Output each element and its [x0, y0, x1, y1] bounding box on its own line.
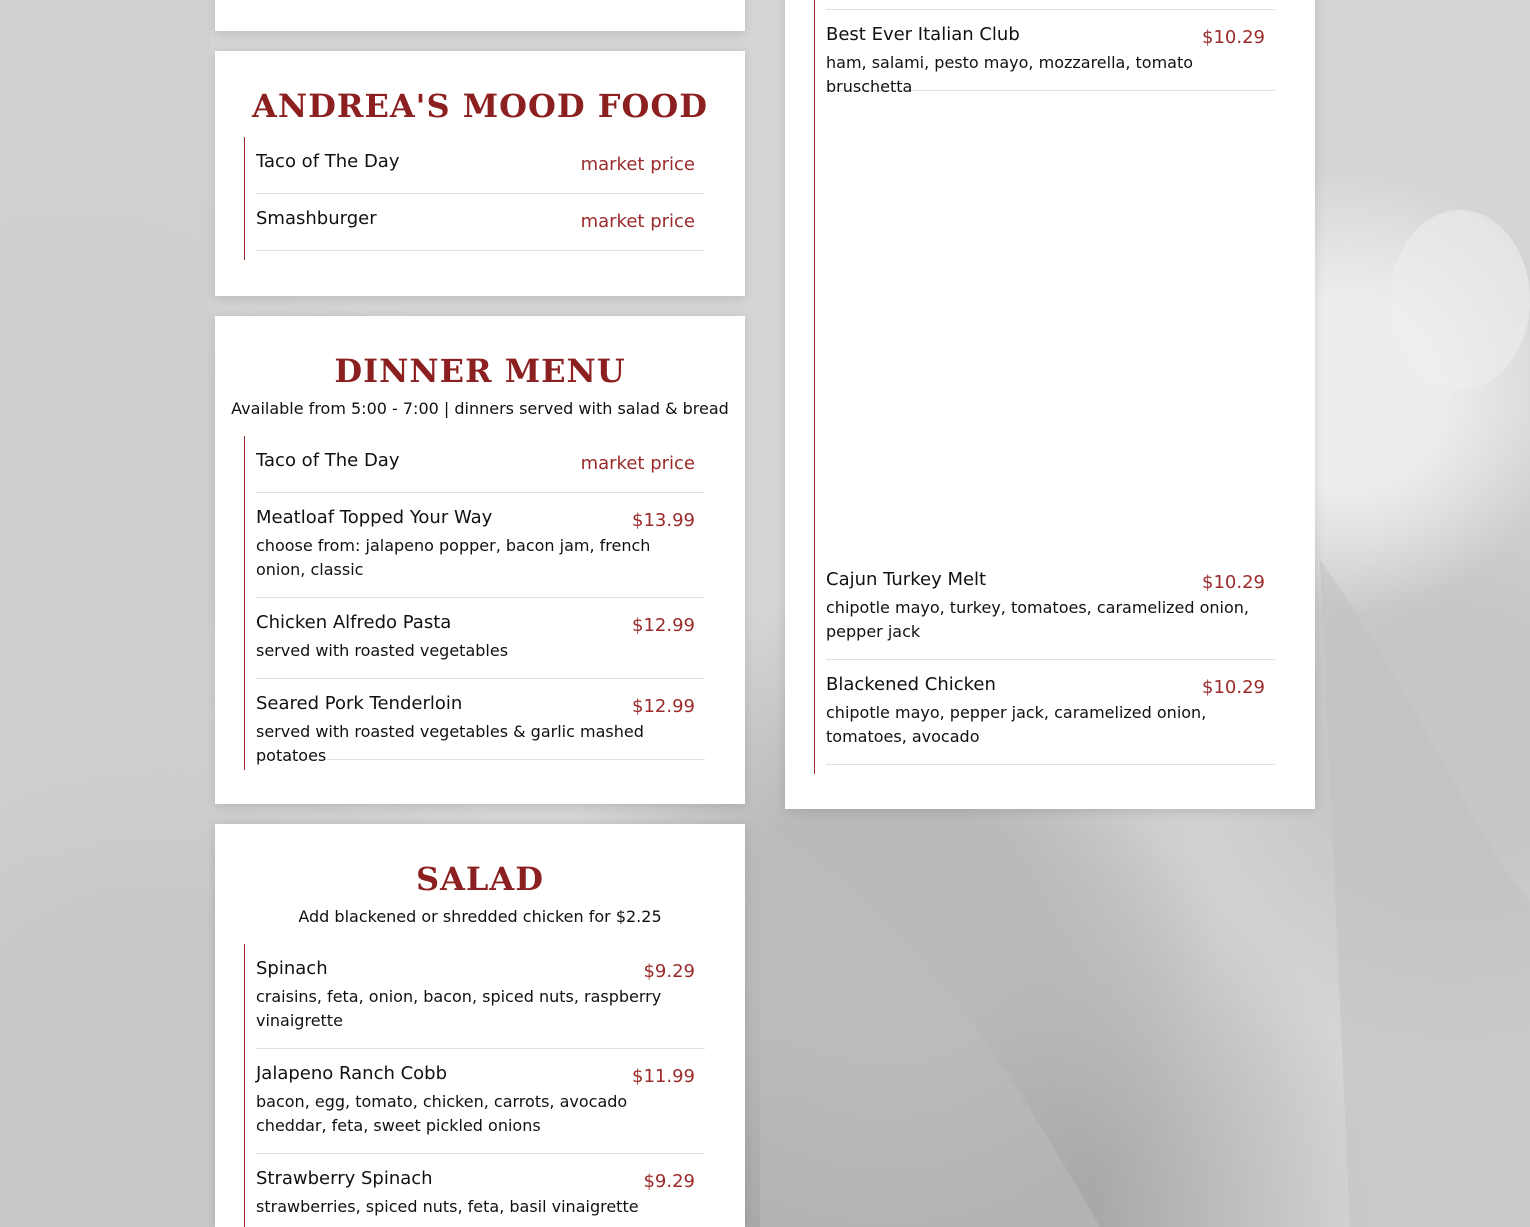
item-description: ham, salami, pesto mayo, mozzarella, tomato bruschetta: [826, 53, 1194, 96]
item-price: $10.29: [1202, 572, 1265, 593]
salad-subtitle: Add blackened or shredded chicken for $2.25: [298, 907, 662, 926]
dinner-menu-subtitle: Available from 5:00 - 7:00 | dinners served with salad & bread: [231, 399, 729, 418]
dinner-menu-card: [215, 316, 745, 804]
item-price: $11.99: [632, 1066, 695, 1087]
menu-item-spacer: [826, 91, 1275, 555]
menu-item: [256, 1049, 705, 1154]
item-price: $10.29: [1202, 27, 1265, 48]
item-name: Blackened Chicken: [826, 674, 996, 695]
item-price: market price: [580, 154, 695, 175]
item-name: Chicken Alfredo Pasta: [256, 612, 452, 633]
item-price: $10.29: [1202, 677, 1265, 698]
item-price: $12.99: [632, 615, 695, 636]
item-name: Strawberry Spinach: [256, 1168, 433, 1189]
item-name: Taco of The Day: [256, 151, 400, 172]
item-price: $9.29: [643, 961, 695, 982]
menu-item: [256, 598, 705, 679]
item-description: served with roasted vegetables & garlic mashed potatoes: [256, 722, 644, 765]
salad-card: [215, 824, 745, 1227]
menu-item: [826, 10, 1275, 96]
item-price: $12.99: [632, 696, 695, 717]
menu-item: [256, 194, 705, 251]
item-description: bacon, egg, tomato, chicken, carrots, avocado cheddar, feta, sweet pickled onions: [256, 1092, 628, 1135]
item-price: market price: [580, 211, 695, 232]
item-description: craisins, feta, onion, bacon, spiced nuts, raspberry vinaigrette: [256, 987, 662, 1030]
menu-item: [256, 679, 705, 765]
item-name: Jalapeno Ranch Cobb: [256, 1063, 448, 1084]
mood-food-list: [244, 137, 705, 260]
sandwich-card: [785, 0, 1315, 809]
item-name: Spinach: [256, 958, 328, 979]
menu-item: [826, 660, 1275, 765]
item-name: Smashburger: [256, 208, 377, 229]
item-price: $9.29: [643, 1171, 695, 1192]
sandwich-list: [814, 0, 1275, 774]
item-description: chipotle mayo, turkey, tomatoes, caramelized onion, pepper jack: [826, 598, 1250, 641]
salad-list: [244, 944, 705, 1227]
menu-item: [826, 555, 1275, 660]
menu-item: [256, 1154, 705, 1227]
item-description: served with roasted vegetables: [256, 641, 509, 660]
mood-food-card: [215, 51, 745, 296]
salad-title: SALAD: [415, 860, 544, 898]
item-name: Taco of The Day: [256, 450, 400, 471]
item-name: Cajun Turkey Melt: [826, 569, 987, 590]
menu-item: [256, 436, 705, 493]
mood-food-title: ANDREA'S MOOD FOOD: [252, 87, 708, 125]
menu-item: [256, 137, 705, 194]
item-price: $13.99: [632, 510, 695, 531]
dinner-menu-list: [244, 436, 705, 770]
item-name: Meatloaf Topped Your Way: [256, 507, 493, 528]
menu-item: [256, 493, 705, 598]
menu-item-divider: [826, 0, 1275, 10]
item-description: choose from: jalapeno popper, bacon jam, french onion, classic: [256, 536, 651, 579]
item-name: Best Ever Italian Club: [826, 24, 1020, 45]
dinner-menu-title: DINNER MENU: [334, 352, 626, 390]
item-name: Seared Pork Tenderloin: [256, 693, 463, 714]
menu-item: [256, 944, 705, 1049]
item-description: chipotle mayo, pepper jack, caramelized onion, tomatoes, avocado: [826, 703, 1207, 746]
menu-card-partial: [215, 0, 745, 31]
item-description: strawberries, spiced nuts, feta, basil vinaigrette: [256, 1197, 639, 1216]
item-price: market price: [580, 453, 695, 474]
